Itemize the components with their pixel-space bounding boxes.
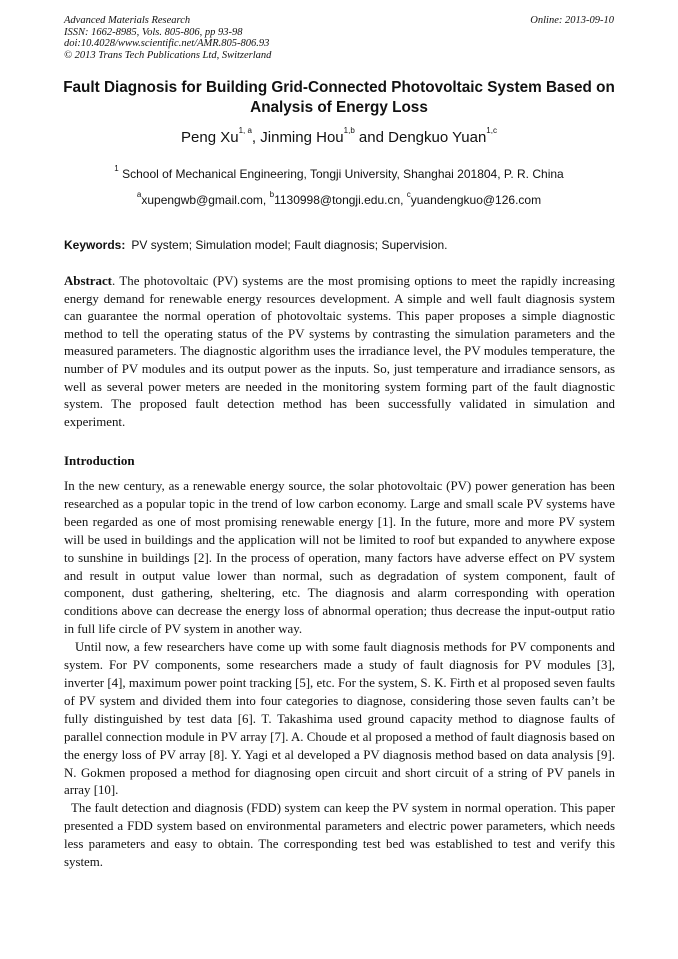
email-sup: a <box>136 190 142 199</box>
online-date: Online: 2013-09-10 <box>530 15 614 26</box>
issn: ISSN: 1662-8985, Vols. 805-806, pp 93-98 <box>64 26 243 38</box>
author-sup: 1,b <box>343 126 355 135</box>
journal-header <box>64 15 271 61</box>
author-sup: 1, a <box>238 126 252 135</box>
author-name: Dengkuo Yuan <box>388 129 487 146</box>
introduction-body <box>64 478 615 872</box>
abstract-text: . The photovoltaic (PV) systems are the most promising options to meet the rapidly increasing energy demand for renewable energy resources development. A simple and well fault diagnosis system can guarantee the normal operation of photovoltaic systems. This paper proposes a simple diagnostic method to tell the operating status of the PV systems by contrasting the simulation parameters and the measured parameters. The diagnostic algorithm uses the irradiance level, the PV modules temperature, the number of PV modules and its output power as the inputs. So, just temperature and irradiance sensors, as well as several power meters are needed in the monitoring system forming part of the fault diagnostic system. The proposed fault detection method has been successfully validated in simulation and experiment. <box>64 274 615 429</box>
email: 1130998@tongji.edu.cn, <box>274 193 407 207</box>
author-separator: and <box>354 129 389 146</box>
author-name: Peng Xu <box>181 129 239 146</box>
author-name: Jinming Hou <box>260 129 344 146</box>
email-sup: c <box>406 190 411 199</box>
email-sup: b <box>269 190 275 199</box>
affiliation <box>0 164 678 181</box>
affiliation-text: School of Mechanical Engineering, Tongji University, Shanghai 201804, P. R. China <box>122 167 564 181</box>
email: xupengwb@gmail.com, <box>141 193 270 207</box>
paper-title: Fault Diagnosis for Building Grid-Connected Photovoltaic System Based on Analysis of Energy Loss <box>63 79 615 116</box>
paragraph: The fault detection and diagnosis (FDD) system can keep the PV system in normal operation. This paper presented a FDD system based on environmental parameters and electric power parameters, which needs less parameters and easy to obtain. The corresponding test bed was established to test and verify this system. <box>64 801 615 870</box>
copyright: © 2013 Trans Tech Publications Ltd, Switzerland <box>64 49 272 61</box>
authors <box>0 126 678 146</box>
abstract-label: Abstract <box>64 274 112 288</box>
keywords-label: Keywords: <box>64 238 126 252</box>
journal-name: Advanced Materials Research <box>64 15 191 26</box>
keywords <box>64 238 448 252</box>
author-separator: , <box>251 129 261 146</box>
emails <box>0 190 678 207</box>
doi: doi:10.4028/www.scientific.net/AMR.805-806.93 <box>64 38 270 49</box>
introduction-heading: Introduction <box>64 453 135 468</box>
abstract <box>64 273 615 431</box>
author-sup: 1,c <box>486 126 497 135</box>
paragraph: Until now, a few researchers have come up with some fault diagnosis methods for PV components and system. For PV components, some researchers made a study of fault diagnosis for PV modules [3], inverter [4], maximum power point tracking [5], etc. For the system, S. K. Firth et al proposed seven faults of PV system and divided them into four categories to diagnose, considering those seven faults can’t be fully distinguished by test data [6]. T. Takashima used ground capacity method to diagnose faults of parallel connection module in PV array [7]. A. Choude et al proposed a method of fault diagnosis based on the energy loss of PV array [8]. Y. Yagi et al developed a PV diagnosis method based on data analysis [9]. N. Gokmen proposed a method for diagnosing open circuit and short circuit of a string of PV panels in array [10]. <box>64 640 615 798</box>
email: yuandengkuo@126.com <box>410 193 542 207</box>
affiliation-sup: 1 <box>114 164 119 173</box>
keywords-text: PV system; Simulation model; Fault diagnosis; Supervision. <box>131 238 448 252</box>
paragraph: In the new century, as a renewable energy source, the solar photovoltaic (PV) power generation has been researched as a popular topic in the trend of low carbon economy. Large and small scale PV systems have been regarded as one of most promising renewable energy [1]. In the future, more and more PV system will be used in buildings and the application will not be limited to roof but expanded to anywhere expose to sunshine in buildings [2]. In the process of operation, many factors have adverse effect on PV system and result in output value lower than normal, such as degradation of system component, fault of component, dust gathering, sheltering, etc. The diagnosis and alarm corresponding with operation conditions above can decrease the energy loss of abnormal operation; thus decrease the input-output ratio in full life circle of PV system in another way. <box>64 479 615 637</box>
